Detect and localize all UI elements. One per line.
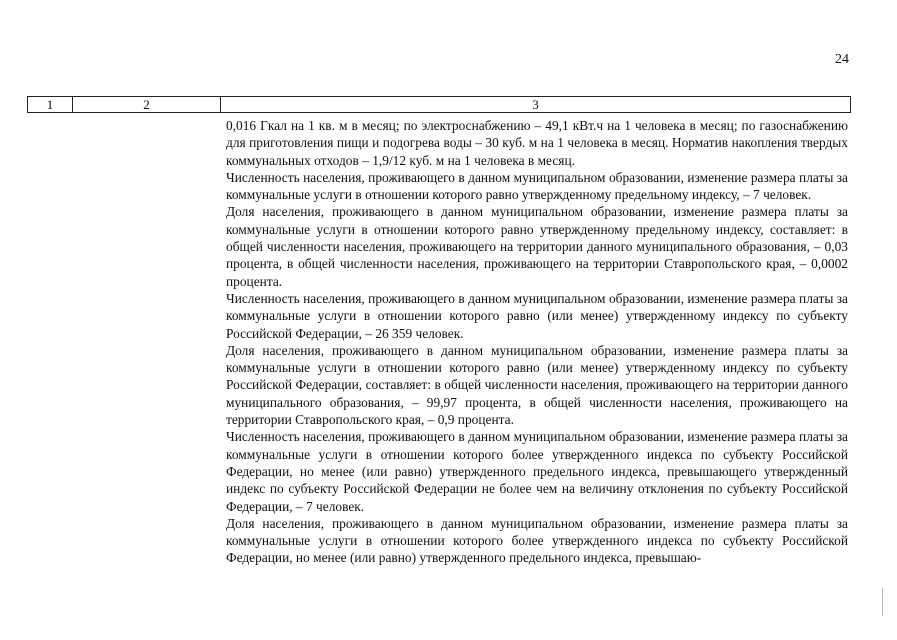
column-header-1: 1 <box>28 97 73 113</box>
paragraph-population-above-index: Численность населения, проживающего в данном муниципальном образовании, изменение размера платы за коммунальные услуги в отношении которого более утвержденного индекса по субъекту Российской Федерации, но менее (или равно) утвержденного предельного индекса, превышающего утвержденный индекс по субъекту Российской Федерации не более чем на величину отклонения по субъекту Российской Федерации, – 7 человек. <box>226 429 848 514</box>
page-number: 24 <box>835 52 849 67</box>
column-header-row <box>28 97 851 113</box>
paragraph-share-equal-limit: Доля населения, проживающего в данном муниципальном образовании, изменение размера платы за коммунальные услуги в отношении которого равно утвержденному предельному индексу, составляет: в общей численности населения, проживающего на территории данного муниципального образования, – 0,03 процента, в общей численности населения, проживающего на территории Ставропольского края, – 0,0002 процента. <box>226 204 848 289</box>
paragraph-consumption-norms: 0,016 Гкал на 1 кв. м в месяц; по электроснабжению – 49,1 кВт.ч на 1 человека в месяц; по газоснабжению для приготовления пищи и подогрева воды – 30 куб. м на 1 человека в месяц. Норматив накопления твердых коммунальных отходов – 1,9/12 куб. м на 1 человека в месяц. <box>226 118 848 168</box>
paragraph-share-equal-or-less-index: Доля населения, проживающего в данном муниципальном образовании, изменение размера платы за коммунальные услуги в отношении которого равно (или менее) утвержденному индексу по субъекту Российской Федерации, составляет: в общей численности населения, проживающего на территории данного муниципального образования, – 99,97 процента, в общей численности населения, проживающего на территории Ставропольского края, – 0,9 процента. <box>226 342 848 428</box>
column-header-table <box>27 96 851 113</box>
scan-margin-mark <box>882 588 883 616</box>
paragraph-population-equal-limit: Численность населения, проживающего в данном муниципальном образовании, изменение размера платы за коммунальные услуги в отношении которого равно утвержденному предельному индексу, – 7 человек. <box>226 169 848 203</box>
paragraph-population-equal-or-less-index: Численность населения, проживающего в данном муниципальном образовании, изменение размера платы за коммунальные услуги в отношении которого равно (или менее) утвержденному индексу по субъекту Российской Федерации, – 26 359 человек. <box>226 290 848 341</box>
document-body <box>226 117 848 567</box>
column-header-3: 3 <box>221 97 851 113</box>
column-header-2: 2 <box>73 97 221 113</box>
paragraph-share-above-index: Доля населения, проживающего в данном муниципальном образовании, изменение размера платы за коммунальные услуги в отношении которого более утвержденного индекса по субъекту Российской Федерации, но менее (или равно) утвержденного предельного индекса, превышаю- <box>226 515 848 566</box>
